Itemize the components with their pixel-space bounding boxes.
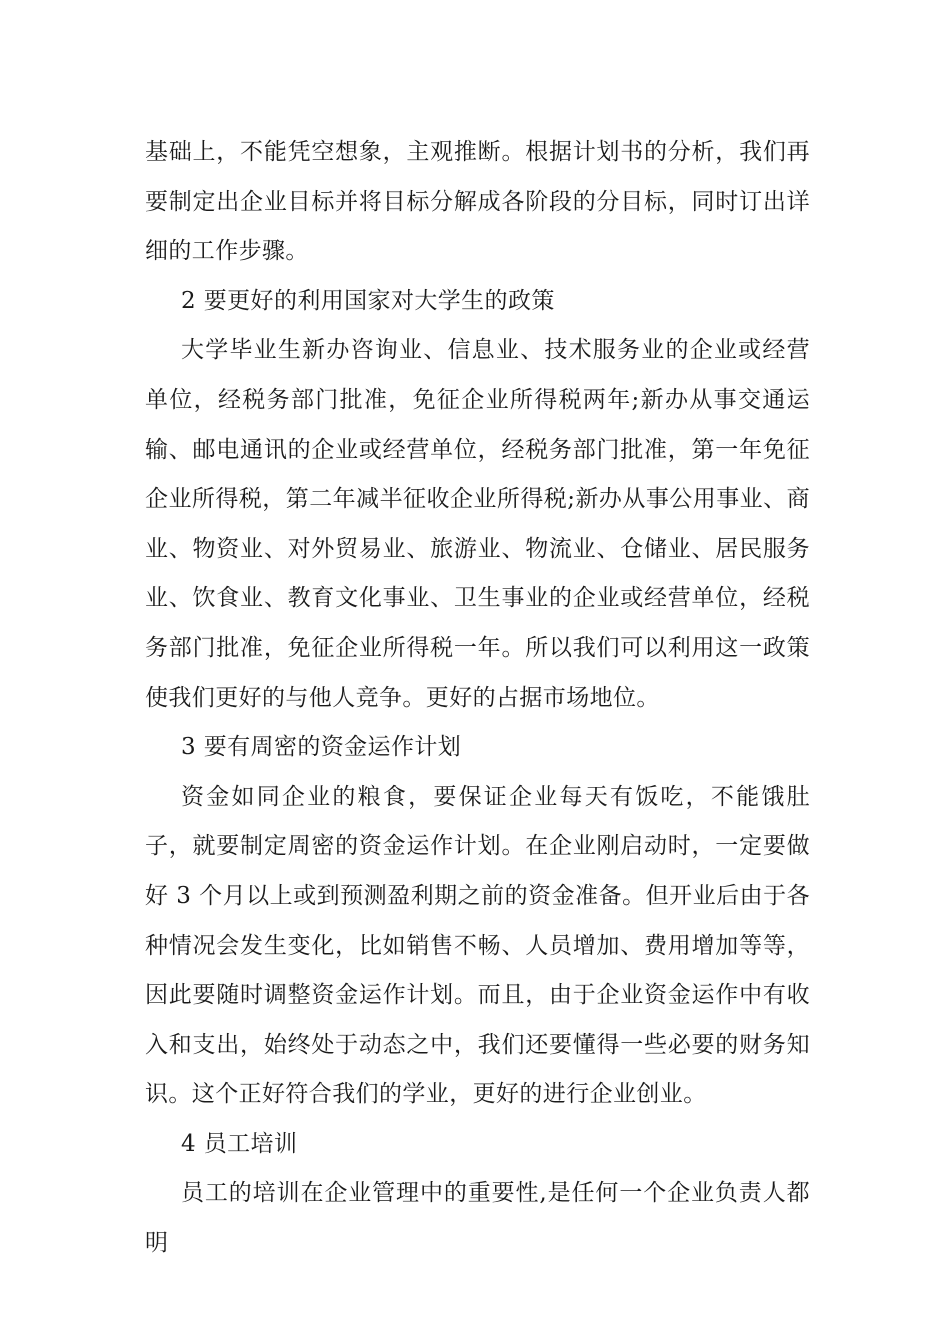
section-heading-training: 4 员工培训: [181, 1130, 298, 1157]
section-heading-policy: 2 要更好的利用国家对大学生的政策: [181, 287, 555, 314]
paragraph-training: 员工的培训在企业管理中的重要性,是任何一个企业负责人都明: [145, 1180, 810, 1257]
document-body: [145, 128, 810, 1269]
section-heading-funding: 3 要有周密的资金运作计划: [181, 734, 462, 761]
paragraph-continuation: 基础上，不能凭空想象，主观推断。根据计划书的分析，我们再要制定出企业目标并将目标分解成各阶段的分目标，同时订出详细的工作步骤。: [145, 139, 810, 265]
paragraph-funding: 资金如同企业的粮食，要保证企业每天有饭吃，不能饿肚子，就要制定周密的资金运作计划。在企业刚启动时，一定要做好 3 个月以上或到预测盈利期之前的资金准备。但开业后由于各种情况会发生变化，比如销售不畅、人员增加、费用增加等等，因此要随时调整资金运作计划。而且，由于企业资金运作中有收入和支出，始终处于动态之中，我们还要懂得一些必要的财务知识。这个正好符合我们的学业，更好的进行企业创业。: [145, 783, 810, 1108]
paragraph-policy: 大学毕业生新办咨询业、信息业、技术服务业的企业或经营单位，经税务部门批准，免征企业所得税两年;新办从事交通运输、邮电通讯的企业或经营单位，经税务部门批准，第一年免征企业所得税，第二年减半征收企业所得税;新办从事公用事业、商业、物资业、对外贸易业、旅游业、物流业、仓储业、居民服务业、饮食业、教育文化事业、卫生事业的企业或经营单位，经税务部门批准，免征企业所得税一年。所以我们可以利用这一政策使我们更好的与他人竞争。更好的占据市场地位。: [145, 337, 810, 711]
